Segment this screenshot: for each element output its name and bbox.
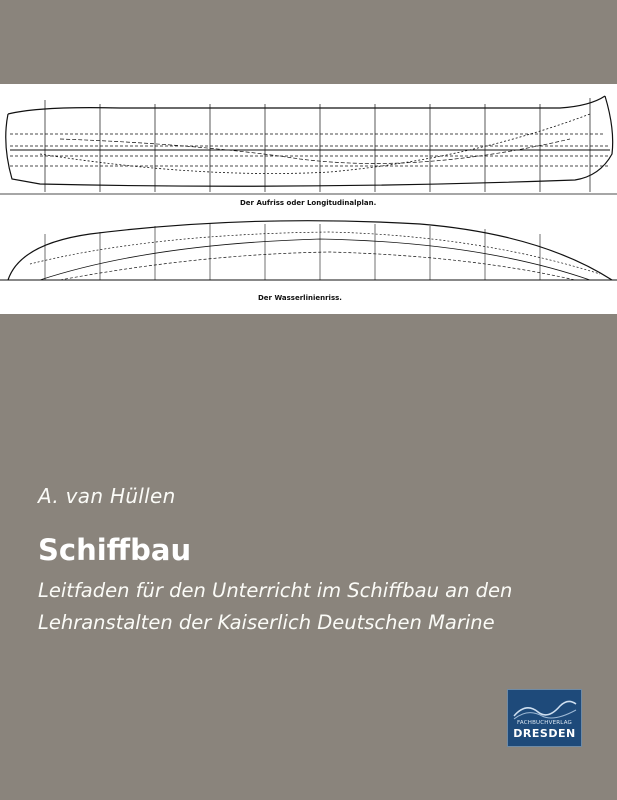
book-title: Schiffbau [38,533,192,567]
sheer-line [8,96,605,114]
upper-plan-caption: Der Aufriss oder Longitudinalplan. [240,199,377,207]
publisher-logo [507,689,582,747]
publisher-name-small: FACHBUCHVERLAG [516,720,573,726]
author-name: A. van Hüllen [38,484,176,508]
publisher-name-big: DRESDEN [513,727,576,740]
waterline-outline [8,221,612,280]
ship-plan-drawing [0,84,617,314]
ship-plan-illustration [0,84,617,314]
book-subtitle [38,575,598,639]
subtitle-line-2: Lehranstalten der Kaiserlich Deutschen Marine [38,611,495,634]
lower-plan-caption: Der Wasserlinienriss. [258,294,342,302]
subtitle-line-1: Leitfaden für den Unterricht im Schiffbau an den [38,579,513,602]
